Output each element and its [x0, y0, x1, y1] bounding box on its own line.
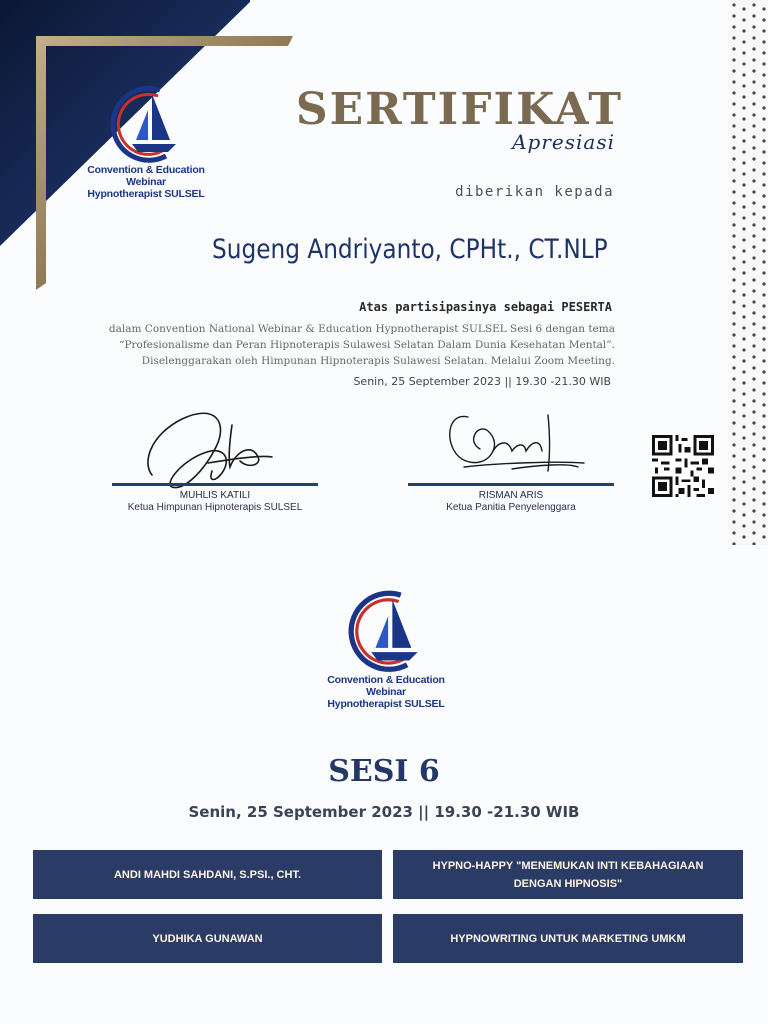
- certificate-subtitle: Apresiasi: [512, 130, 615, 154]
- decorative-pattern-strip: [728, 0, 768, 545]
- signature-image: [408, 405, 614, 495]
- description-line-3: Diselenggarakan oleh Himpunan Hipnoterapis Sulawesi Selatan. Melalui Zoom Meeting.: [141, 355, 615, 367]
- signature-line: [408, 483, 614, 486]
- logo-text-line-1: Convention & Education Webinar: [327, 674, 445, 698]
- speaker-box-1: ANDI MAHDI SAHDANI, S.PSI., CHT.: [33, 850, 382, 899]
- sailboat-logo-icon: [348, 588, 424, 674]
- session-datetime: Senin, 25 September 2023 || 19.30 -21.30 WIB: [188, 803, 580, 821]
- event-datetime: Senin, 25 September 2023 || 19.30 -21.30 WIB: [353, 375, 611, 388]
- certificate-title: SERTIFIKAT: [295, 84, 623, 135]
- event-description: [55, 321, 615, 369]
- recipient-name: Sugeng Andriyanto, CPHt., CT.NLP: [212, 234, 608, 265]
- logo-text-line-2: Hypnotherapist SULSEL: [87, 188, 205, 200]
- given-to-label: diberikan kepada: [455, 184, 614, 200]
- signature-block-chairman: [112, 405, 318, 515]
- qr-code-icon: [652, 435, 714, 497]
- organization-logo: [80, 84, 212, 200]
- topic-box-1: HYPNO-HAPPY "MENEMUKAN INTI KEBAHAGIAAN DENGAN HIPNOSIS": [393, 850, 743, 899]
- sailboat-logo-icon: [110, 84, 182, 164]
- organization-logo-lower: [316, 588, 456, 710]
- signature-line: [112, 483, 318, 486]
- signer-name: MUHLIS KATILI: [179, 490, 251, 501]
- logo-text-line-2: Hypnotherapist SULSEL: [327, 698, 445, 710]
- topic-box-2: HYPNOWRITING UNTUK MARKETING UMKM: [393, 914, 743, 963]
- signer-name: RISMAN ARIS: [478, 490, 544, 501]
- session-title: SESI 6: [328, 754, 440, 789]
- logo-text-line-1: Convention & Education Webinar: [87, 164, 205, 188]
- speaker-box-2: YUDHIKA GUNAWAN: [33, 914, 382, 963]
- signature-block-committee: [408, 405, 614, 515]
- description-line-2: “Profesionalisme dan Peran Hipnoterapis Sulawesi Selatan Dalam Dunia Kesehatan Mental”.: [119, 339, 615, 351]
- signature-image: [112, 405, 318, 495]
- signer-role: Ketua Panitia Penyelenggara: [446, 502, 576, 513]
- participation-statement: Atas partisipasinya sebagai PESERTA: [359, 300, 612, 314]
- signer-role: Ketua Himpunan Hipnoterapis SULSEL: [127, 502, 303, 513]
- description-line-1: dalam Convention National Webinar & Education Hypnotherapist SULSEL Sesi 6 dengan tema: [108, 323, 615, 335]
